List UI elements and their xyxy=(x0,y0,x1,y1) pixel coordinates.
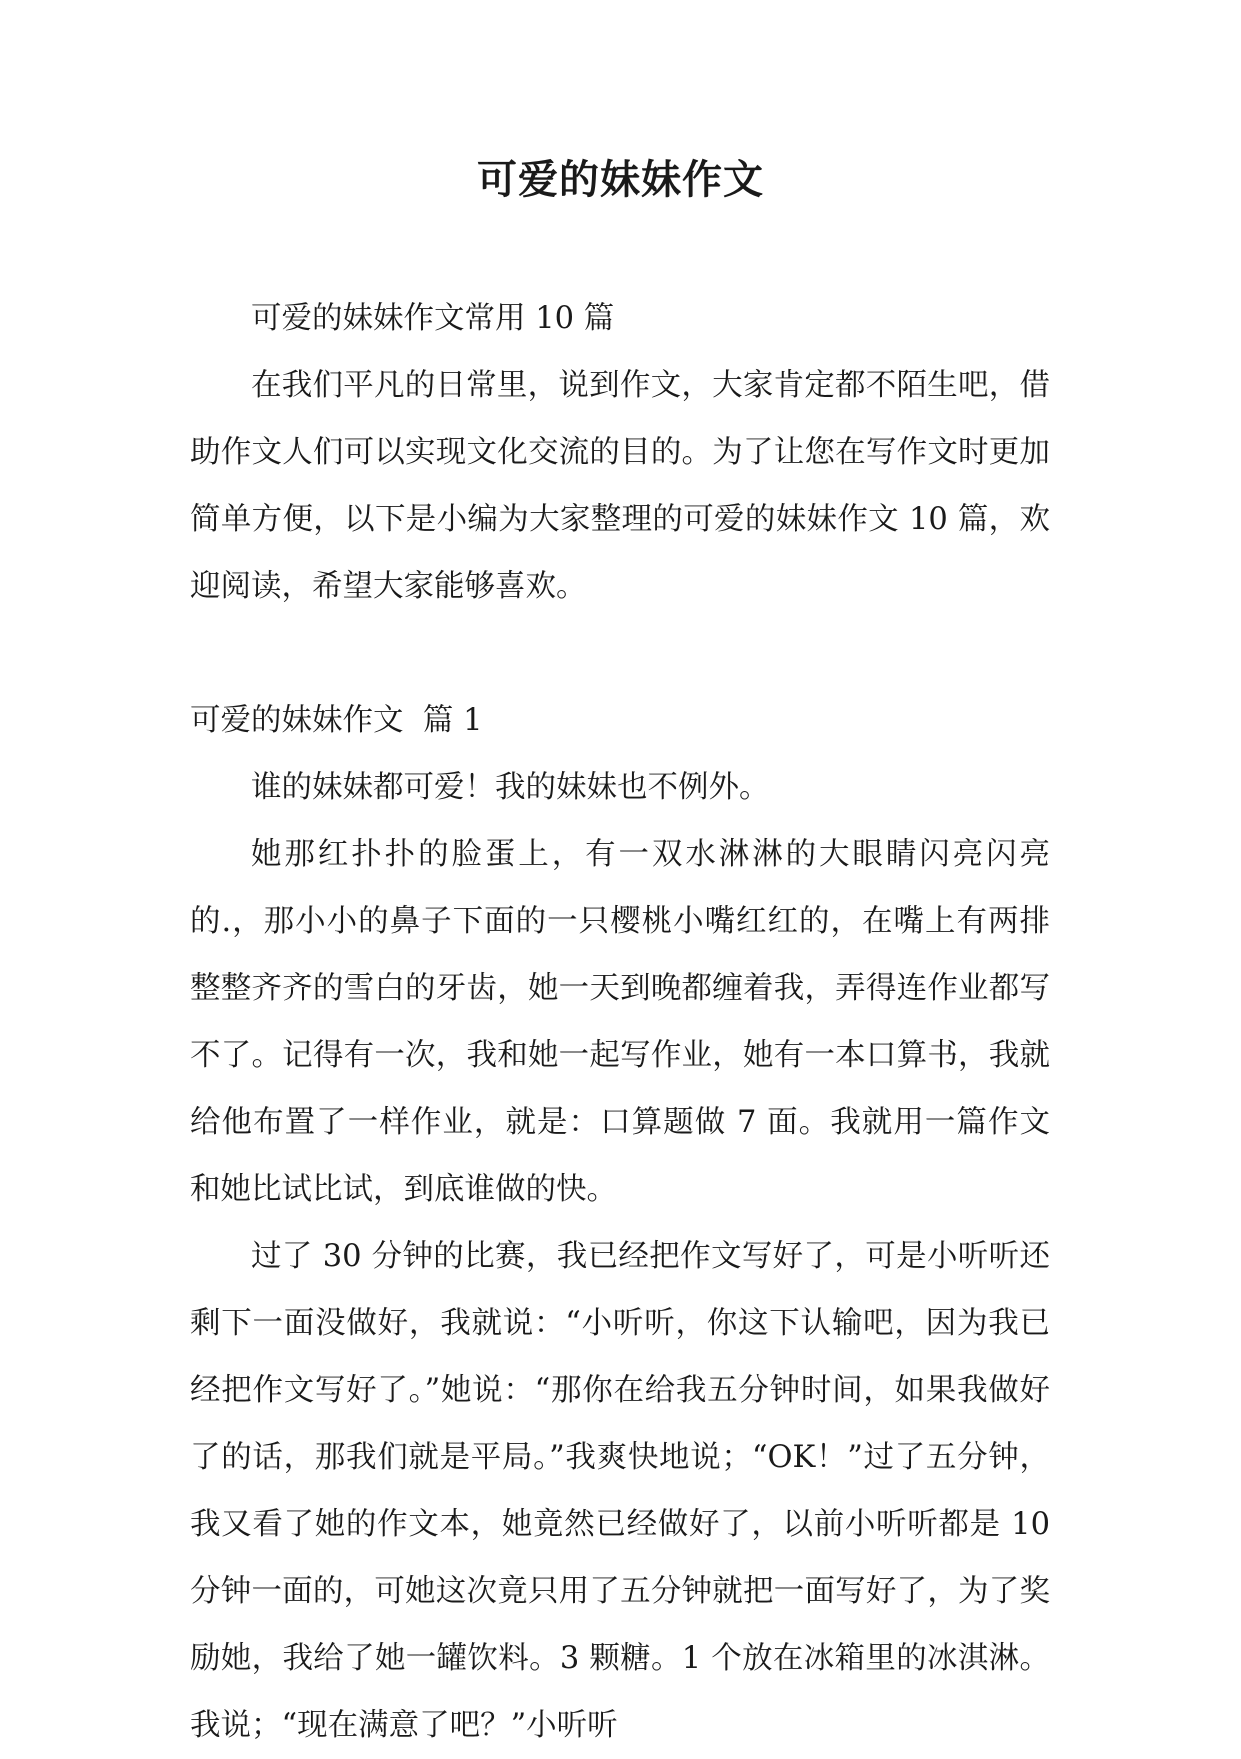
body-paragraph: 过了 30 分钟的比赛，我已经把作文写好了，可是小听听还剩下一面没做好，我就说：“小听听，你这下认输吧，因为我已经把作文写好了。”她说：“那你在给我五分钟时间，如果我做好了的话，那我们就是平局。”我爽快地说；“OK！”过了五分钟，我又看了她的作文本，她竟然已经做好了，以前小听听都是 10 分钟一面的，可她这次竟只用了五分钟就把一面写好了，为了奖励她，我给了她一罐饮料。3 颗糖。1 个放在冰箱里的冰淇淋。我说；“现在满意了吧？”小听听 xyxy=(190,1239,1050,1743)
document-subtitle: 可爱的妹妹作文常用 10 篇 xyxy=(251,301,615,336)
intro-paragraph: 在我们平凡的日常里，说到作文，大家肯定都不陌生吧，借助作文人们可以实现文化交流的目的。为了让您在写作文时更加简单方便，以下是小编为大家整理的可爱的妹妹作文 10 篇，欢迎阅读，希望大家能够喜欢。 xyxy=(190,368,1050,604)
body-paragraph: 谁的妹妹都可爱！我的妹妹也不例外。 xyxy=(251,770,770,805)
body-paragraph: 她那红扑扑的脸蛋上，有一双水淋淋的大眼睛闪亮闪亮的.，那小小的鼻子下面的一只樱桃小嘴红红的，在嘴上有两排整整齐齐的雪白的牙齿，她一天到晚都缠着我，弄得连作业都写不了。记得有一次，我和她一起写作业，她有一本口算书，我就给他布置了一样作业，就是：口算题做 7 面。我就用一篇作文和她比试比试，到底谁做的快。 xyxy=(190,837,1050,1207)
section-spacer xyxy=(190,620,1050,687)
section-heading: 可爱的妹妹作文 篇 1 xyxy=(190,703,483,738)
document-body xyxy=(190,285,1050,1759)
document-title: 可爱的妹妹作文 xyxy=(477,157,764,203)
